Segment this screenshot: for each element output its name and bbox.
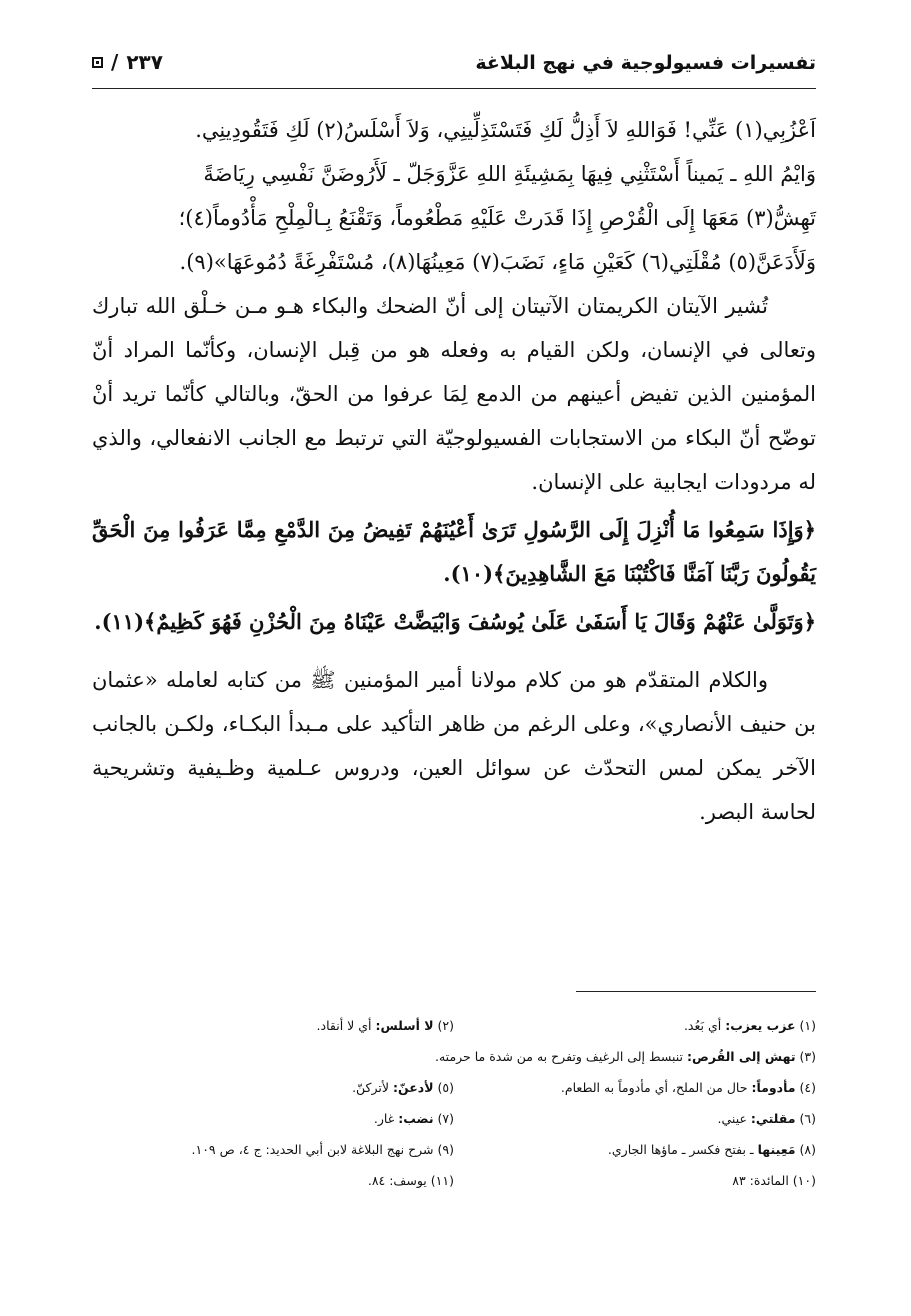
footnote: (٤) مأدوماً: حال من الملح، أي مأدوماً به الطعام. [560,1080,816,1095]
quoted-text-line: تَهِشُّ(٣) مَعَهَا إِلَى الْقُرْصِ إِذَا قَدَرتْ عَلَيْهِ مَطْعُوماً، وَتَقْنَعُ بِـالْمِلْحِ مَأْدُوماً(٤)؛ [178,206,816,230]
running-header [92,40,816,74]
page-number-group [92,50,163,74]
footnote: (٢) لا أسلس: أي لا أنقاد. [316,1018,454,1033]
footnote: (١) عزب يعزب: أي بَعُد. [683,1018,816,1033]
header-divider [92,88,816,89]
quran-verse: ﴿وَإِذَا سَمِعُوا مَا أُنْزِلَ إِلَى الرَّسُولِ تَرَىٰ أَعْيُنَهُمْ تَفِيضُ مِنَ الدَّمْعِ مِمَّا عَرَفُوا مِنَ الْحَقِّ يَقُولُونَ رَبَّنَا آمَنَّا فَاكْتُبْنَا مَعَ الشَّاهِدِينَ﴾(١٠). [92,517,816,586]
header-title: تفسيرات فسيولوجية في نهج البلاغة [475,52,816,74]
footnote: (٦) مقلتي: عيني. [717,1111,816,1126]
footnote: (٣) تهش إلى القُرص: تنبسط إلى الرغيف وتفرح به من شدة ما حرمته. [435,1049,816,1064]
square-ornament-icon [92,57,103,68]
page-number-separator: / [111,50,119,74]
quoted-text-line: وَايْمُ اللهِ ـ يَميناً أَسْتَثْنِي فِيهَا بِمَشِيئَةِ اللهِ عَزَّوَجَلّ ـ لَأَرُوضَنَّ نَفْسِي رِيَاضَةً [203,162,816,186]
footnotes [92,1010,816,1196]
quoted-text-line: اَعْزُبِي(١) عَنِّي! فَوَاللهِ لاَ أَذِلُّ لَكِ فَتَسْتَذِلِّينِي، وَلاَ أَسْلَسُ(٢) لَكِ فَتَقُودِينِي. [195,118,816,142]
footnote: (٧) نضب: غار. [373,1111,454,1126]
footnote: (٨) مَعِينها ـ بفتح فكسر ـ ماؤها الجاري. [607,1142,816,1157]
footnote: (٩) شرح نهج البلاغة لابن أبي الحديد: ج ٤، ص ١٠٩. [191,1142,454,1157]
page-number: ٢٣٧ [126,50,163,74]
footnote: (١١) يوسف: ٨٤. [367,1173,454,1188]
paragraph: تُشير الآيتان الكريمتان الآتيتان إلى أنّ الضحك والبكاء هـو مـن خـلْق الله تبارك وتعالى في الإنسان، ولكن القيام به وفعله هو من قِبل الإنسان، وكأنّما المراد أنّ المؤمنين الذين تفيض أعينهم من الدمع لِمَا عرفوا من الحقّ، وبالتالي كأنّما تريد أنْ توضّح أنّ البكاء من الاستجابات الفسيولوجيّة التي ترتبط مع الجانب الانفعالي، والذي له مردودات ايجابية على الإنسان. [92,294,816,494]
main-text [92,108,816,834]
quoted-text-line: وَلَأَدَعَنَّ(٥) مُقْلَتِي(٦) كَعَيْنِ مَاءٍ، نَضَبَ(٧) مَعِينُهَا(٨)، مُسْتَفْرِغَةً دُمُوعَهَا»(٩). [179,250,816,274]
quran-verse: ﴿وَتَوَلَّىٰ عَنْهُمْ وَقَالَ يَا أَسَفَىٰ عَلَىٰ يُوسُفَ وَابْيَضَّتْ عَيْنَاهُ مِنَ الْحُزْنِ فَهُوَ كَظِيمٌ﴾(١١). [94,609,816,634]
footnote: (٥) لأدعنّ: لأتركنّ. [352,1080,454,1095]
footnote-divider [576,991,816,992]
paragraph: والكلام المتقدّم هو من كلام مولانا أمير المؤمنين ﷺ من كتابه لعامله «عثمان بن حنيف الأنصاري»، وعلى الرغم من ظاهر التأكيد على مـبدأ البكـاء، ولكـن بالجانب الآخر يمكن لمس التحدّث عن سوائل العين، ودروس عـلمية وظـيفية وتشريحية لحاسة البصر. [92,668,816,824]
footnote: (١٠) المائدة: ٨٣ [732,1173,816,1188]
